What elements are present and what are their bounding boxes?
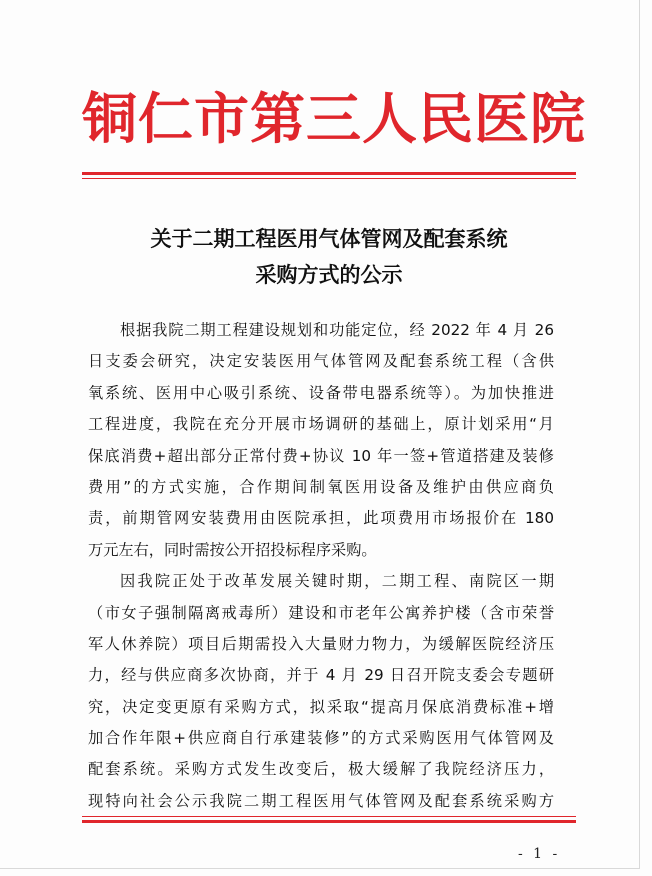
body-line: 因我院正处于改革发展关键时期，二期工程、南院区一期 [120, 572, 554, 591]
body-line: 根据我院二期工程建设规划和功能定位，经 2022 年 4 月 26 [120, 321, 554, 339]
institution-header: 铜仁市第三人民医院 [82, 86, 587, 151]
header-divider-thin [82, 178, 576, 179]
body-line: 现特向社会公示我院二期工程医用气体管网及配套系统采购方 [88, 791, 554, 810]
footer-divider-thick [82, 820, 576, 823]
document-title-line-1: 关于二期工程医用气体管网及配套系统 [150, 226, 508, 251]
body-line: 加合作年限+供应商自行承建装修”的方式采购医用气体管网及 [88, 729, 554, 748]
header-divider-thick [82, 172, 576, 175]
body-line: 配套系统。采购方式发生改变后，极大缓解了我院经济压力， [88, 760, 554, 779]
body-line: 氧系统、医用中心吸引系统、设备带电器系统等）。为加快推进 [88, 383, 554, 402]
document-title-line-2: 采购方式的公示 [255, 262, 403, 287]
body-line: 工程进度，我院在充分开展市场调研的基础上，原计划采用“月 [88, 415, 554, 434]
body-line: 力，经与供应商多次协商，并于 4 月 29 日召开院支委会专题研 [88, 666, 554, 685]
body-line: 费用”的方式实施，合作期间制氧医用设备及维护由供应商负 [88, 477, 554, 496]
body-line: 军人休养院）项目后期需投入大量财力物力，为缓解医院经济压 [88, 634, 554, 653]
page-number: - 1 - [518, 846, 561, 862]
footer-divider-thin [82, 816, 576, 817]
body-line: 日支委会研究，决定安装医用气体管网及配套系统工程（含供 [88, 352, 554, 371]
body-line: 责，前期管网安装费用由医院承担，此项费用市场报价在 180 [88, 509, 554, 528]
body-line: 保底消费+超出部分正常付费+协议 10 年一签+管道搭建及装修 [88, 446, 554, 465]
body-line: 究，决定变更原有采购方式，拟采取“提高月保底消费标准+增 [88, 697, 554, 716]
document-body [88, 315, 554, 817]
body-line: 万元左右，同时需按公开招投标程序采购。 [88, 540, 377, 559]
body-line: （市女子强制隔离戒毒所）建设和市老年公寓养护楼（含市荣誉 [88, 603, 554, 622]
